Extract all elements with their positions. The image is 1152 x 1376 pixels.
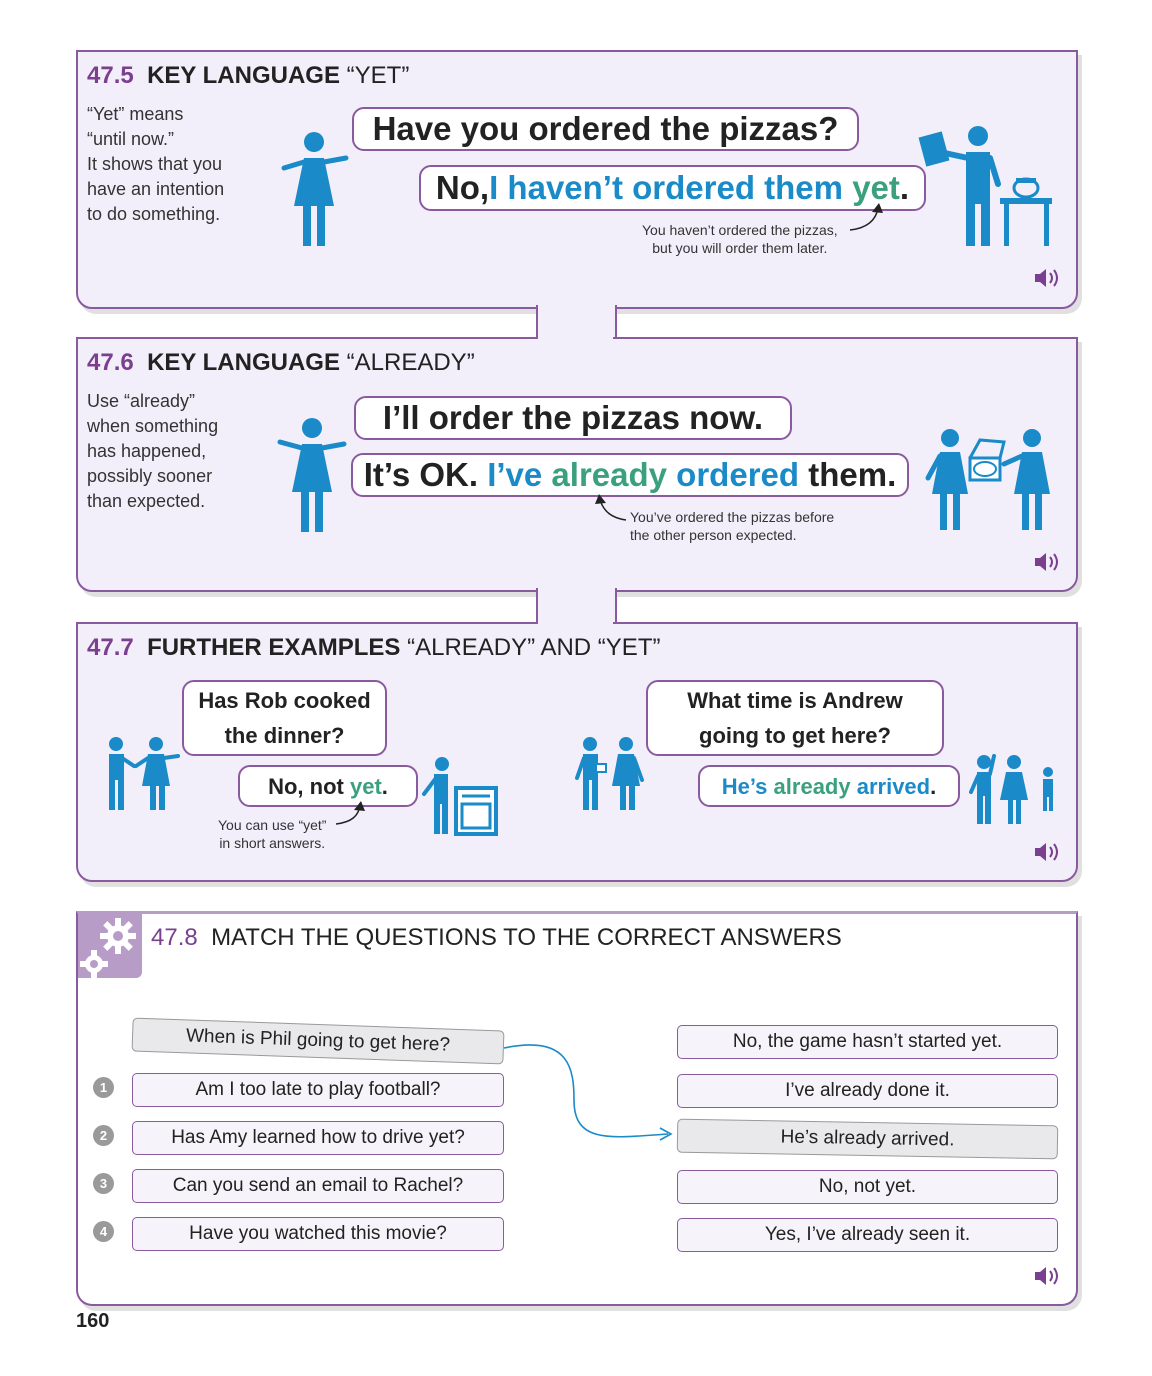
title-rest: “ALREADY” AND “YET” <box>407 634 661 661</box>
audio-speaker-icon[interactable] <box>1033 266 1063 290</box>
question-number: 1 <box>93 1077 114 1098</box>
example-match-arrow-icon <box>500 1040 680 1146</box>
audio-speaker-icon[interactable] <box>1033 550 1063 574</box>
section-title-47-8 <box>151 924 842 952</box>
family-waving-icon <box>968 754 1058 826</box>
answer-box[interactable]: I’ve already done it. <box>677 1074 1058 1108</box>
section-number: 47.5 <box>87 62 134 89</box>
question-bubble-rob: Has Rob cooked the dinner? <box>182 680 387 756</box>
section-title-47-7 <box>87 634 660 662</box>
question-bubble: I’ll order the pizzas now. <box>354 396 792 440</box>
question-box[interactable]: Am I too late to play football? <box>132 1073 504 1107</box>
title-text: MATCH THE QUESTIONS TO THE CORRECT ANSWERS <box>211 924 842 951</box>
couple-talking-icon <box>574 736 650 812</box>
caption-arrow-icon <box>848 200 888 234</box>
section-number: 47.8 <box>151 924 198 951</box>
gears-icon <box>78 914 142 978</box>
question-bubble: Have you ordered the pizzas? <box>352 107 859 151</box>
title-rest: “ALREADY” <box>346 349 475 376</box>
example-answer: He’s already arrived. <box>677 1119 1059 1160</box>
title-rest: “YET” <box>346 62 410 89</box>
audio-speaker-icon[interactable] <box>1033 1264 1063 1288</box>
people-with-pizza-icon <box>924 428 1058 532</box>
section-title-47-5 <box>87 62 409 90</box>
title-bold: KEY LANGUAGE <box>147 349 340 376</box>
section-title-47-6 <box>87 349 475 377</box>
man-with-oven-icon <box>416 756 500 836</box>
question-number: 3 <box>93 1173 114 1194</box>
yet-explanation: “Yet” means “until now.” It shows that you have an intention to do something. <box>87 104 225 224</box>
exercise-badge <box>78 914 142 978</box>
woman-figure-icon <box>278 128 354 248</box>
answer-box[interactable]: No, not yet. <box>677 1170 1058 1204</box>
answer-bubble: It’s OK. I’ve already ordered them. <box>351 453 909 497</box>
panel-connector-cover <box>538 615 613 627</box>
audio-speaker-icon[interactable] <box>1033 840 1063 864</box>
woman-figure-icon <box>276 414 352 534</box>
answer-bubble-andrew: He’s already arrived . <box>698 765 960 807</box>
caption-arrow-icon <box>334 798 370 828</box>
already-explanation: Use “already” when something has happened, possibly sooner than expected. <box>87 391 219 511</box>
already-caption: You’ve ordered the pizzas before the other person expected. <box>630 509 835 543</box>
caption-arrow-icon <box>592 492 632 526</box>
question-bubble-andrew: What time is Andrew going to get here? <box>646 680 944 756</box>
question-box[interactable]: Have you watched this movie? <box>132 1217 504 1251</box>
answer-bubble: No, I haven’t ordered them yet . <box>419 165 926 211</box>
answer-bubble-rob: No, not yet . <box>238 765 418 807</box>
question-box[interactable]: Can you send an email to Rachel? <box>132 1169 504 1203</box>
example-question: When is Phil going to get here? <box>132 1018 505 1065</box>
yet-caption: You haven’t ordered the pizzas, but you will order them later. <box>642 222 838 256</box>
title-bold: KEY LANGUAGE <box>147 62 340 89</box>
panel-connector-cover <box>538 330 613 342</box>
question-box[interactable]: Has Amy learned how to drive yet? <box>132 1121 504 1155</box>
question-number: 4 <box>93 1221 114 1242</box>
title-bold: FURTHER EXAMPLES <box>147 634 401 661</box>
answer-box[interactable]: No, the game hasn’t started yet. <box>677 1025 1058 1059</box>
page-number: 160 <box>76 1310 110 1332</box>
answer-box[interactable]: Yes, I’ve already seen it. <box>677 1218 1058 1252</box>
section-number: 47.6 <box>87 349 134 376</box>
yet-short-answer-caption: You can use “yet” in short answers. <box>218 817 327 851</box>
section-number: 47.7 <box>87 634 134 661</box>
question-number: 2 <box>93 1125 114 1146</box>
man-with-phone-icon <box>920 124 1056 249</box>
couple-talking-icon <box>100 736 184 812</box>
